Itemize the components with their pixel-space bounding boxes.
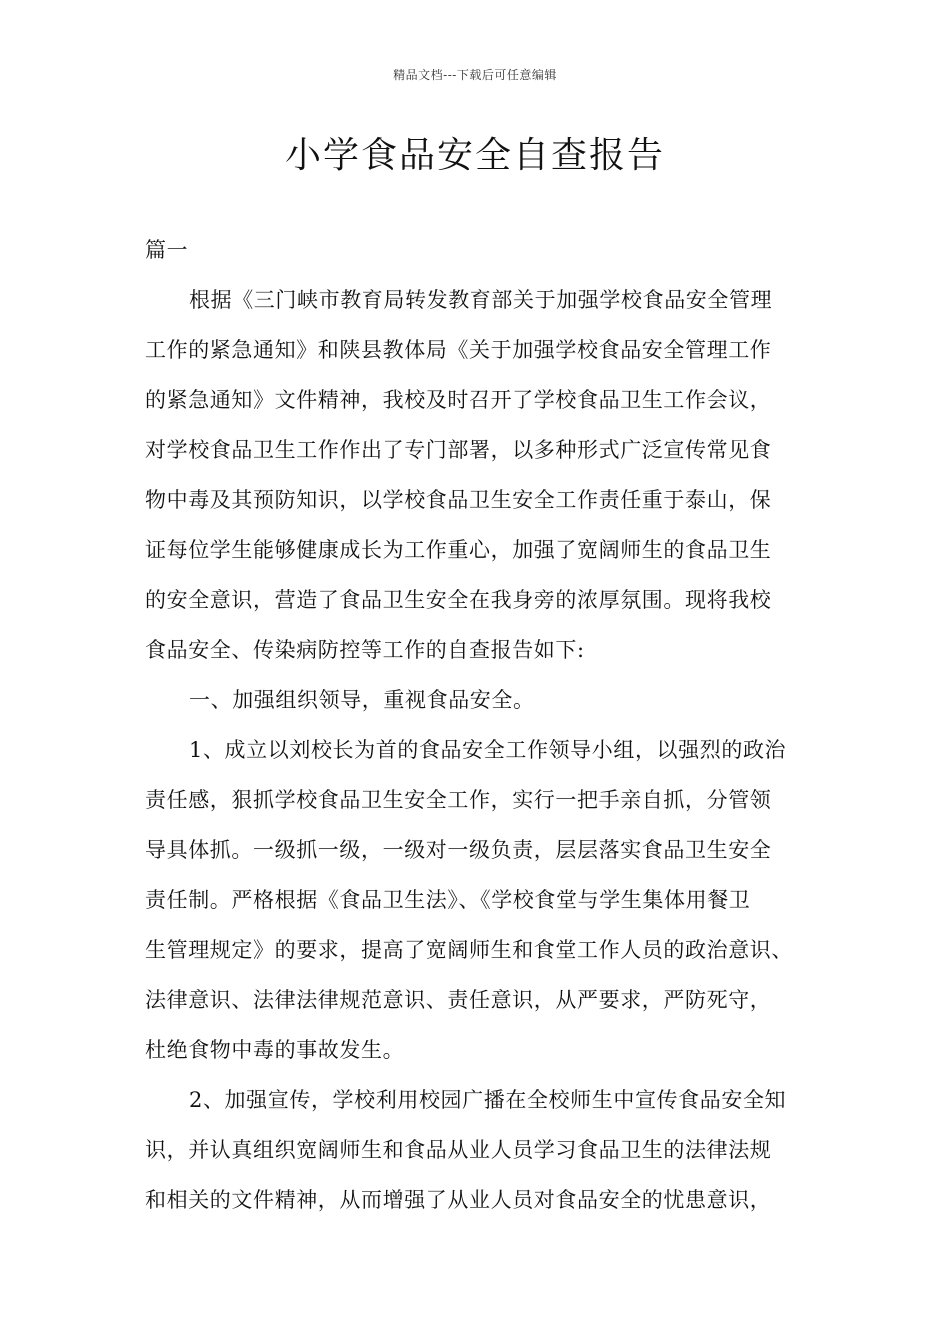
body-line: 食品安全、传染病防控等工作的自查报告如下: (145, 638, 585, 662)
body-line: 的安全意识，营造了食品卫生安全在我身旁的浓厚氛围。现将我校 (145, 588, 772, 612)
body-line: 导具体抓。一级抓一级，一级对一级负责，层层落实食品卫生安全 (145, 838, 772, 862)
body-line: 一、加强组织领导，重视食品安全。 (189, 688, 535, 712)
body-line: 责任感，狠抓学校食品卫生安全工作，实行一把手亲自抓，分管领 (145, 788, 772, 812)
document-body (145, 225, 825, 1225)
body-line: 对学校食品卫生工作作出了专门部署，以多种形式广泛宣传常见食 (145, 438, 772, 462)
body-line: 法律意识、法律法律规范意识、责任意识，从严要求，严防死守， (145, 988, 772, 1012)
body-line: 2、加强宣传，学校利用校园广播在全校师生中宣传食品安全知 (189, 1088, 787, 1112)
body-line: 物中毒及其预防知识，以学校食品卫生安全工作责任重于泰山，保 (145, 488, 772, 512)
header-note: 精品文档---下载后可任意编辑 (393, 68, 557, 82)
body-line: 责任制。严格根据《食品卫生法》、《学校食堂与学生集体用餐卫 (145, 888, 751, 912)
body-line: 识，并认真组织宽阔师生和食品从业人员学习食品卫生的法律法规 (145, 1138, 772, 1162)
body-line: 生管理规定》的要求，提高了宽阔师生和食堂工作人员的政治意识、 (145, 938, 793, 962)
body-line: 工作的紧急通知》和陕县教体局《关于加强学校食品安全管理工作 (145, 338, 772, 362)
body-line: 的紧急通知》文件精神，我校及时召开了学校食品卫生工作会议， (145, 388, 772, 412)
body-line: 根据《三门峡市教育局转发教育部关于加强学校食品安全管理 (189, 288, 773, 312)
body-line: 杜绝食物中毒的事故发生。 (145, 1038, 405, 1062)
body-line: 和相关的文件精神，从而增强了从业人员对食品安全的忧患意识， (145, 1188, 772, 1212)
body-line: 篇一 (145, 238, 189, 262)
body-line: 1、成立以刘校长为首的食品安全工作领导小组，以强烈的政治 (189, 738, 787, 762)
document-title: 小学食品安全自查报告 (284, 135, 665, 176)
body-line: 证每位学生能够健康成长为工作重心，加强了宽阔师生的食品卫生 (145, 538, 772, 562)
